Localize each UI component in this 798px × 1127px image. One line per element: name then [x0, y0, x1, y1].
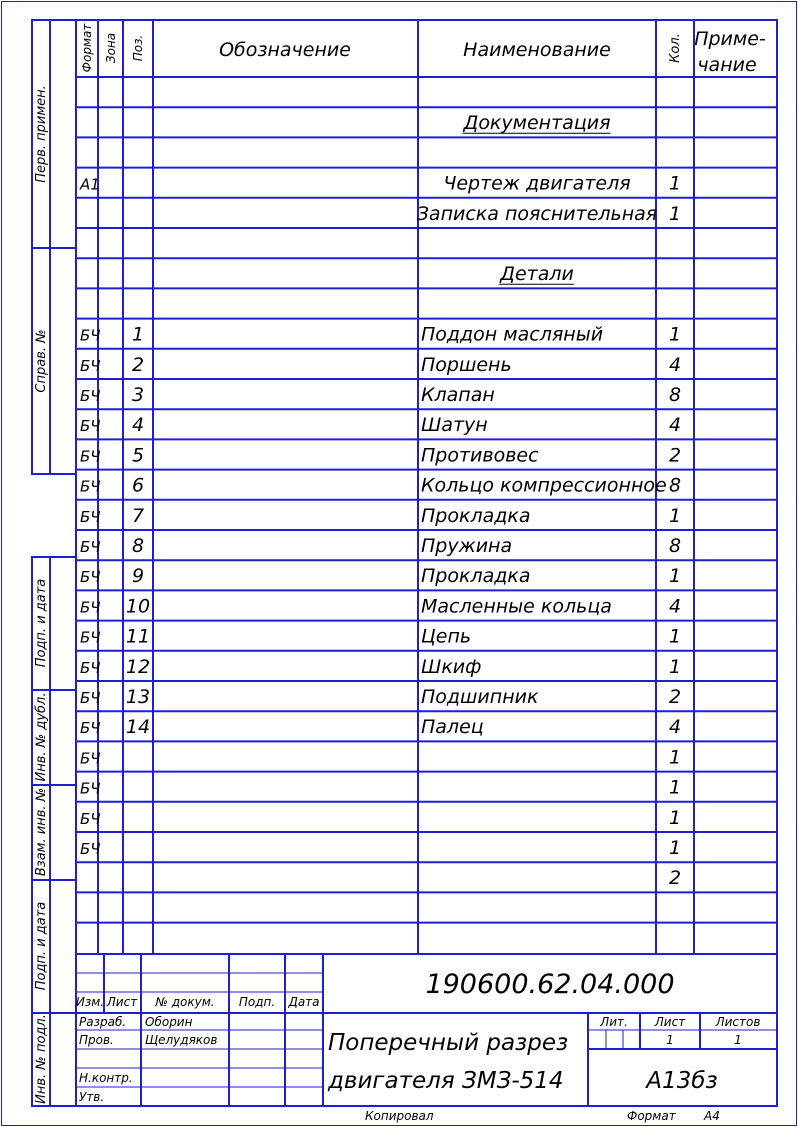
- side-label-sprav-no: Справ. №: [34, 329, 49, 393]
- razrab-name: Оборин: [145, 1015, 193, 1029]
- header-name: Наименование: [463, 39, 611, 61]
- footer-format-label: Формат: [627, 1109, 676, 1123]
- section-heading: Детали: [500, 263, 574, 286]
- side-label-inv-no-dubl: Инв. № дубл.: [34, 692, 49, 782]
- row-format: БЧ: [80, 326, 101, 345]
- row-quantity: 4: [668, 414, 682, 437]
- row-position: 13: [125, 686, 151, 708]
- col-podp-label: Подп.: [238, 995, 276, 1009]
- utv-label: Утв.: [79, 1090, 105, 1104]
- row-position: 8: [131, 535, 145, 557]
- table-row: [80, 384, 681, 406]
- row-quantity: 4: [668, 353, 682, 376]
- col-data-label: Дата: [288, 995, 320, 1009]
- table-row: [417, 203, 681, 225]
- footer-format-value: А4: [704, 1109, 720, 1123]
- table-row: [80, 324, 681, 346]
- row-name: Поддон масляный: [421, 323, 604, 346]
- row-name: Подшипник: [421, 686, 539, 708]
- doc-title-line1: Поперечный разрез: [328, 1030, 569, 1056]
- table-row: [80, 595, 681, 617]
- row-quantity: 1: [668, 625, 682, 648]
- table-row: [499, 263, 574, 285]
- table-row: [80, 626, 681, 648]
- row-quantity: 1: [668, 837, 682, 859]
- row-format: БЧ: [80, 749, 101, 768]
- table-row: [80, 807, 681, 829]
- row-quantity: 1: [668, 746, 682, 769]
- nkontr-label: Н.контр.: [79, 1071, 133, 1085]
- table-row: [669, 867, 681, 889]
- row-format: БЧ: [80, 719, 101, 738]
- row-quantity: 1: [668, 806, 682, 829]
- header-qty: Кол.: [668, 33, 683, 63]
- table-row: [80, 535, 681, 557]
- row-quantity: 2: [668, 686, 682, 708]
- sheets-label: Листов: [715, 1015, 761, 1029]
- table-row: [80, 505, 681, 527]
- table-row: [80, 656, 681, 678]
- header-note-line1: Приме-: [694, 28, 766, 50]
- header-format: Формат: [80, 23, 94, 73]
- row-position: 3: [131, 384, 145, 406]
- row-quantity: 4: [668, 595, 682, 618]
- row-quantity: 1: [668, 565, 682, 588]
- row-format: БЧ: [80, 507, 101, 526]
- row-format: БЧ: [80, 598, 101, 617]
- row-name: Шкиф: [421, 655, 482, 678]
- table-row: [80, 746, 681, 768]
- group-code: А13бз: [646, 1068, 718, 1094]
- row-position: 11: [125, 625, 151, 648]
- row-format: БЧ: [80, 779, 101, 798]
- row-quantity: 8: [668, 384, 682, 406]
- row-name: Шатун: [421, 414, 488, 437]
- row-format: БЧ: [80, 477, 101, 496]
- row-quantity: 1: [668, 776, 682, 799]
- row-format: БЧ: [80, 689, 101, 707]
- row-position: 4: [131, 414, 145, 437]
- row-quantity: 4: [668, 716, 682, 739]
- row-format: БЧ: [80, 840, 101, 858]
- table-row: [80, 444, 681, 466]
- row-name: Кольцо компрессионное: [421, 474, 667, 497]
- row-quantity: 1: [668, 202, 682, 225]
- row-position: 2: [131, 353, 145, 376]
- row-position: 7: [131, 504, 145, 527]
- col-doc-no-label: № докум.: [155, 995, 215, 1009]
- row-format: А1: [80, 175, 100, 194]
- row-format: БЧ: [80, 658, 101, 677]
- razrab-label: Разраб.: [79, 1015, 127, 1029]
- row-name: Прокладка: [421, 504, 531, 527]
- row-name: Поршень: [421, 353, 512, 376]
- row-quantity: 8: [668, 474, 682, 497]
- doc-code: 190600.62.04.000: [425, 969, 675, 1000]
- footer: [365, 1109, 720, 1123]
- row-name: Цепь: [421, 625, 472, 648]
- side-labels: [34, 85, 49, 1104]
- sheets-value: 1: [734, 1033, 742, 1047]
- header-note-line2: чание: [697, 54, 757, 76]
- row-name: Масленные кольца: [421, 595, 612, 618]
- header-pos: Поз.: [131, 34, 145, 62]
- row-position: 10: [125, 595, 151, 618]
- table-row: [80, 475, 681, 497]
- header-designation: Обозначение: [219, 39, 351, 61]
- row-name: Клапан: [421, 384, 495, 406]
- row-name: Палец: [421, 716, 484, 739]
- row-name: Чертеж двигателя: [443, 172, 631, 195]
- row-name: Пружина: [421, 535, 513, 557]
- side-label-vzam-inv-no: Взам. инв. №: [34, 787, 49, 877]
- row-name: Прокладка: [421, 565, 531, 588]
- table-row: [80, 354, 681, 376]
- row-position: 9: [131, 565, 145, 588]
- col-list-label: Лист: [106, 995, 138, 1009]
- table-row: [80, 837, 681, 859]
- row-quantity: 8: [668, 535, 682, 557]
- table-header: [80, 23, 766, 76]
- col-izm-label: Изм.: [75, 995, 105, 1009]
- row-format: БЧ: [80, 538, 101, 556]
- side-label-perv-primen: Перв. примен.: [34, 85, 49, 183]
- table-row: [462, 112, 610, 134]
- table-row: [80, 777, 681, 799]
- row-name: Противовес: [421, 444, 539, 467]
- row-format: БЧ: [80, 628, 101, 647]
- table-row: [80, 414, 681, 436]
- table-row: [80, 716, 681, 738]
- row-quantity: 1: [668, 504, 682, 527]
- table-row: [80, 686, 681, 708]
- row-format: БЧ: [80, 417, 101, 436]
- row-format: БЧ: [80, 568, 101, 587]
- row-format: БЧ: [80, 356, 101, 375]
- outer-frame: [2, 2, 797, 1126]
- row-format: БЧ: [80, 387, 101, 405]
- row-format: БЧ: [80, 447, 101, 466]
- row-quantity: 2: [668, 444, 682, 467]
- doc-title-line2: двигателя ЗМЗ-514: [328, 1068, 564, 1094]
- row-quantity: 1: [668, 323, 682, 346]
- row-quantity: 2: [668, 867, 682, 890]
- sheet-value: 1: [666, 1033, 674, 1047]
- section-heading: Документация: [463, 112, 611, 135]
- row-name: Записка пояснительная: [416, 202, 658, 225]
- row-position: 1: [131, 323, 145, 346]
- header-zone: Зона: [104, 32, 118, 64]
- footer-copied: Копировал: [365, 1109, 434, 1123]
- row-format: БЧ: [80, 809, 101, 828]
- title-block: [76, 954, 777, 1106]
- row-quantity: 1: [668, 172, 682, 195]
- sheet-label: Лист: [654, 1015, 686, 1029]
- prov-label: Пров.: [79, 1033, 114, 1047]
- side-label-podp-data-2: Подп. и дата: [34, 901, 49, 991]
- row-position: 6: [131, 474, 145, 497]
- table-row: [80, 565, 681, 587]
- side-label-podp-data-1: Подп. и дата: [34, 578, 49, 668]
- lit-label: Лит.: [600, 1015, 628, 1029]
- row-position: 14: [125, 716, 151, 739]
- row-quantity: 1: [668, 655, 682, 678]
- prov-name: Щелудяков: [145, 1033, 218, 1047]
- row-position: 12: [125, 655, 151, 678]
- row-position: 5: [131, 444, 145, 467]
- table-row: [79, 173, 681, 195]
- side-label-inv-no-podl: Инв. № подл.: [34, 1014, 49, 1104]
